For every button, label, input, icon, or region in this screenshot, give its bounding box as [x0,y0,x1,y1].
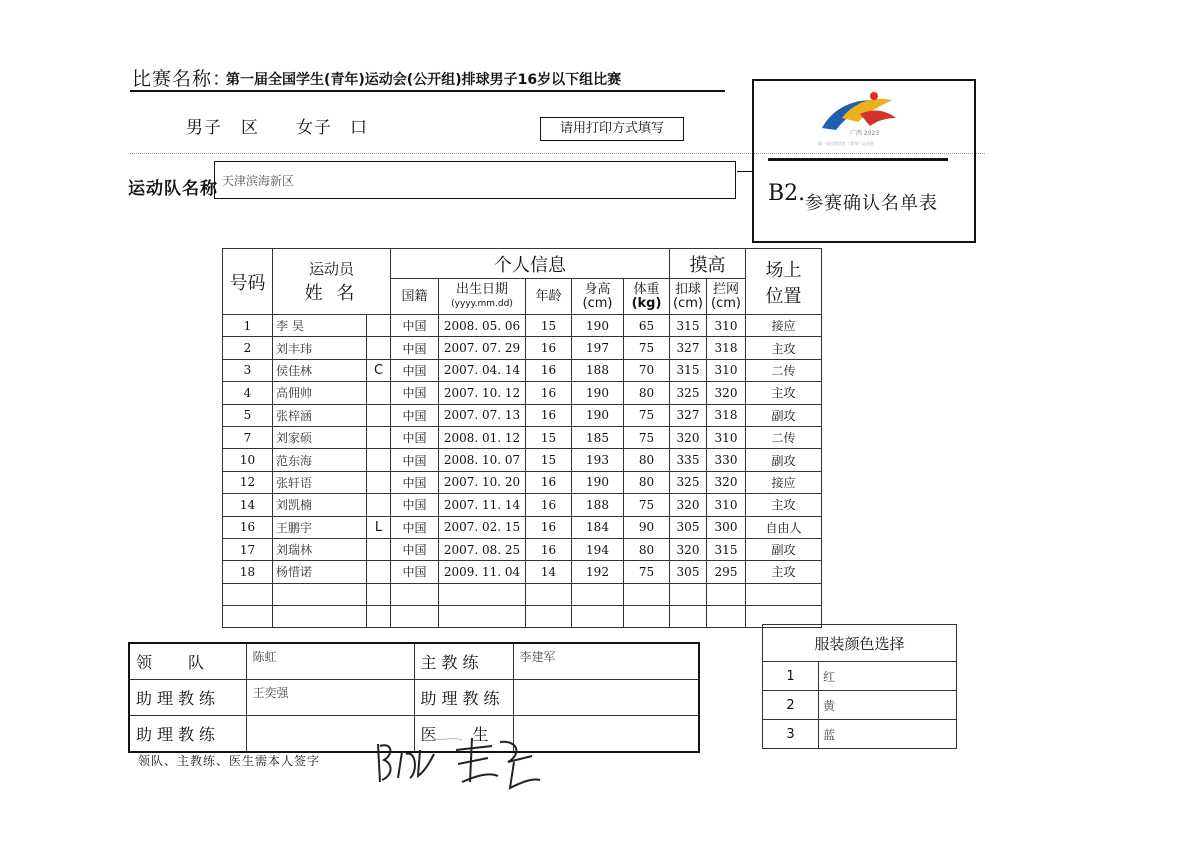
player-name[interactable]: 高佣帅 [273,382,367,404]
table-row [223,494,822,516]
form-id-divider [768,158,948,161]
player-block[interactable]: 320 [707,382,746,404]
player-number[interactable]: 14 [223,494,273,516]
player-birth[interactable]: 2007. 10. 20 [439,471,526,493]
player-spike[interactable]: 315 [670,315,707,337]
player-weight[interactable] [624,606,670,628]
player-spike[interactable]: 327 [670,337,707,359]
player-age[interactable]: 16 [526,471,572,493]
player-name[interactable]: 刘瑞林 [273,538,367,560]
player-number[interactable]: 2 [223,337,273,359]
player-mark[interactable] [367,471,391,493]
player-number[interactable] [223,606,273,628]
gender-female-label: 女子 [296,118,332,138]
header-height [572,279,624,315]
games-logo-icon [814,88,904,150]
header-athlete [273,249,391,315]
player-number[interactable]: 5 [223,404,273,426]
player-name[interactable]: 刘家硕 [273,426,367,448]
player-mark[interactable] [367,404,391,426]
player-spike[interactable]: 325 [670,471,707,493]
player-mark[interactable] [367,382,391,404]
gender-female-checkbox[interactable]: 口 [350,118,367,138]
staff-leader-field[interactable]: 陈虹 [246,643,414,680]
color-option-number: 2 [763,691,819,720]
player-nationality[interactable]: 中国 [391,404,439,426]
player-mark[interactable] [367,538,391,560]
player-number[interactable]: 18 [223,561,273,583]
player-mark[interactable] [367,606,391,628]
roster-table [222,248,822,628]
table-row [223,426,822,448]
player-mark[interactable] [367,583,391,605]
header-height-line2: (cm) [582,295,613,311]
header-weight-line2: (kg) [631,295,662,311]
staff-head-coach-field[interactable]: 李建军 [513,643,699,680]
staff-leader-label-b: 队 [188,653,205,672]
player-weight[interactable]: 75 [624,426,670,448]
player-block[interactable]: 320 [707,471,746,493]
header-spike-line2: (cm) [673,295,703,311]
header-birth-format: (yyyy.mm.dd) [451,298,513,309]
header-position-line2: 位置 [765,285,802,307]
player-number[interactable]: 4 [223,382,273,404]
player-position[interactable] [746,583,822,605]
player-block[interactable] [707,606,746,628]
player-spike[interactable]: 325 [670,382,707,404]
player-position[interactable]: 接应 [746,471,822,493]
player-nationality[interactable]: 中国 [391,382,439,404]
player-age[interactable]: 16 [526,538,572,560]
player-mark[interactable] [367,449,391,471]
player-weight[interactable]: 80 [624,471,670,493]
player-block[interactable]: 318 [707,404,746,426]
player-weight[interactable]: 75 [624,404,670,426]
player-block[interactable]: 310 [707,315,746,337]
player-height[interactable] [572,606,624,628]
table-row [223,359,822,381]
player-position[interactable]: 主攻 [746,494,822,516]
player-height[interactable] [572,583,624,605]
player-number[interactable]: 16 [223,516,273,538]
staff-asst3-label: 助理教练 [414,680,513,716]
player-nationality[interactable]: 中国 [391,449,439,471]
player-birth[interactable] [439,606,526,628]
player-name[interactable]: 张梓涵 [273,404,367,426]
header-block [707,279,746,315]
player-nationality[interactable] [391,583,439,605]
player-mark[interactable] [367,494,391,516]
player-nationality[interactable]: 中国 [391,561,439,583]
svg-text:广西 2023: 广西 2023 [850,130,880,137]
player-weight[interactable]: 75 [624,494,670,516]
signature-instruction: 领队、主教练、医生需本人签字 [138,754,321,768]
uniform-color-table [762,624,957,749]
color-option-number: 3 [763,720,819,749]
player-height[interactable]: 188 [572,359,624,381]
player-height[interactable]: 194 [572,538,624,560]
player-age[interactable]: 16 [526,382,572,404]
player-weight[interactable]: 75 [624,337,670,359]
signature-icon [372,732,562,792]
player-birth[interactable] [439,583,526,605]
player-birth[interactable]: 2007. 07. 13 [439,404,526,426]
header-weight [624,279,670,315]
player-spike[interactable]: 320 [670,538,707,560]
player-position[interactable]: 主攻 [746,561,822,583]
staff-doctor-label-a: 医 [420,725,437,744]
player-number[interactable]: 1 [223,315,273,337]
player-height[interactable]: 190 [572,382,624,404]
player-weight[interactable]: 80 [624,382,670,404]
table-row [223,315,822,337]
staff-doctor-label-b: 生 [472,725,489,744]
player-height[interactable]: 190 [572,404,624,426]
player-block[interactable]: 318 [707,337,746,359]
player-block[interactable]: 295 [707,561,746,583]
player-birth[interactable]: 2007. 02. 15 [439,516,526,538]
form-id: B2. [768,181,806,206]
player-spike[interactable]: 320 [670,426,707,448]
uniform-color-title: 服装颜色选择 [763,625,957,662]
player-birth[interactable]: 2009. 11. 04 [439,561,526,583]
player-weight[interactable]: 75 [624,561,670,583]
table-row [223,404,822,426]
player-height[interactable]: 185 [572,426,624,448]
player-height[interactable]: 184 [572,516,624,538]
player-age[interactable]: 16 [526,404,572,426]
player-age[interactable]: 15 [526,449,572,471]
header-block-line1: 拦网 [712,281,739,297]
player-position[interactable]: 二传 [746,426,822,448]
header-nationality: 国籍 [391,279,439,315]
header-position [746,249,822,315]
header-height-line1: 身高 [584,281,611,297]
gender-male-checkbox[interactable]: 区 [241,118,258,138]
staff-asst1-field[interactable]: 王奕强 [246,680,414,716]
player-age[interactable]: 15 [526,426,572,448]
player-position[interactable]: 自由人 [746,516,822,538]
player-position[interactable]: 主攻 [746,382,822,404]
player-position[interactable]: 接应 [746,315,822,337]
player-block[interactable]: 315 [707,538,746,560]
match-name-label: 比赛名称： [132,68,233,90]
player-spike[interactable]: 327 [670,404,707,426]
color-option-value[interactable]: 红 [819,662,957,691]
player-name[interactable]: 侯佳林 [273,359,367,381]
table-row [223,382,822,404]
player-birth[interactable]: 2007. 11. 14 [439,494,526,516]
player-name[interactable]: 李 昊 [273,315,367,337]
header-number: 号码 [223,249,273,315]
player-spike[interactable]: 305 [670,561,707,583]
player-number[interactable]: 12 [223,471,273,493]
player-birth[interactable]: 2008. 01. 12 [439,426,526,448]
player-birth[interactable]: 2007. 08. 25 [439,538,526,560]
player-block[interactable]: 330 [707,449,746,471]
header-spike [670,279,707,315]
player-weight[interactable]: 90 [624,516,670,538]
table-row [223,516,822,538]
player-spike[interactable]: 335 [670,449,707,471]
player-weight[interactable] [624,583,670,605]
form-title: 参赛确认名单表 [805,193,938,214]
header-weight-line1: 体重 [633,281,660,297]
header-spike-line1: 扣球 [674,281,701,297]
staff-asst1-label: 助理教练 [129,680,246,716]
header-position-line1: 场上 [765,259,802,281]
player-height[interactable]: 190 [572,315,624,337]
header-age: 年龄 [526,279,572,315]
player-mark[interactable] [367,561,391,583]
player-nationality[interactable]: 中国 [391,337,439,359]
player-spike[interactable]: 315 [670,359,707,381]
player-height[interactable]: 190 [572,471,624,493]
player-birth[interactable]: 2008. 10. 07 [439,449,526,471]
player-mark[interactable]: C [367,359,391,381]
staff-leader-label [129,643,246,680]
header-birth-line1: 出生日期 [455,281,508,297]
header-block-line2: (cm) [711,295,741,311]
staff-asst2-label: 助理教练 [129,716,246,753]
player-mark[interactable] [367,337,391,359]
team-name-value: 天津滨海新区 [222,174,295,188]
header-athlete-line1: 运动员 [308,260,354,278]
player-weight[interactable]: 65 [624,315,670,337]
svg-text:第一届全国学生（青年）运动会: 第一届全国学生（青年）运动会 [818,141,874,146]
color-option-value[interactable]: 黄 [819,691,957,720]
player-birth[interactable]: 2008. 05. 06 [439,315,526,337]
player-block[interactable]: 300 [707,516,746,538]
player-nationality[interactable]: 中国 [391,516,439,538]
player-mark[interactable]: L [367,516,391,538]
color-option-number: 1 [763,662,819,691]
player-birth[interactable]: 2007. 10. 12 [439,382,526,404]
player-number[interactable]: 3 [223,359,273,381]
player-mark[interactable] [367,315,391,337]
table-row [223,471,822,493]
header-birth [439,279,526,315]
player-block[interactable] [707,583,746,605]
player-age[interactable]: 16 [526,337,572,359]
player-position[interactable]: 副攻 [746,538,822,560]
player-position[interactable]: 副攻 [746,449,822,471]
player-name[interactable]: 张轩语 [273,471,367,493]
player-nationality[interactable]: 中国 [391,538,439,560]
player-nationality[interactable]: 中国 [391,315,439,337]
player-mark[interactable] [367,426,391,448]
player-position[interactable]: 主攻 [746,337,822,359]
gender-male-label: 男子 [186,118,222,138]
table-row [223,583,822,605]
team-name-label: 运动队名称 [128,179,218,199]
staff-head-coach-label: 主教练 [414,643,513,680]
table-row [223,538,822,560]
match-name-value: 第一届全国学生(青年)运动会(公开组)排球男子16岁以下组比赛 [226,72,622,88]
player-spike[interactable]: 305 [670,516,707,538]
table-row [223,337,822,359]
player-number[interactable]: 10 [223,449,273,471]
player-age[interactable]: 15 [526,315,572,337]
player-block[interactable]: 310 [707,426,746,448]
player-name[interactable]: 刘丰玮 [273,337,367,359]
roster-body [223,315,822,628]
games-logo [814,88,904,154]
staff-asst3-field[interactable] [513,680,699,716]
staff-leader-label-a: 领 [136,653,153,672]
player-name[interactable]: 杨惜诺 [273,561,367,583]
player-birth[interactable]: 2007. 04. 14 [439,359,526,381]
player-birth[interactable]: 2007. 07. 29 [439,337,526,359]
player-age[interactable]: 16 [526,516,572,538]
player-nationality[interactable] [391,606,439,628]
player-position[interactable]: 副攻 [746,404,822,426]
player-age[interactable] [526,583,572,605]
player-name[interactable]: 刘凯楠 [273,494,367,516]
table-row [223,561,822,583]
player-block[interactable]: 310 [707,359,746,381]
table-row [223,449,822,471]
player-position[interactable]: 二传 [746,359,822,381]
player-age[interactable]: 16 [526,359,572,381]
player-height[interactable]: 193 [572,449,624,471]
player-age[interactable] [526,606,572,628]
player-name[interactable]: 范东海 [273,449,367,471]
player-age[interactable]: 14 [526,561,572,583]
player-number[interactable] [223,583,273,605]
player-spike[interactable] [670,583,707,605]
player-weight[interactable]: 80 [624,538,670,560]
player-height[interactable]: 192 [572,561,624,583]
player-height[interactable]: 197 [572,337,624,359]
header-athlete-line2: 姓 名 [304,283,359,304]
player-nationality[interactable]: 中国 [391,494,439,516]
player-spike[interactable]: 320 [670,494,707,516]
player-name[interactable] [273,606,367,628]
player-number[interactable]: 7 [223,426,273,448]
handwritten-signature [372,732,562,796]
player-number[interactable]: 17 [223,538,273,560]
player-spike[interactable] [670,606,707,628]
color-option-value[interactable]: 蓝 [819,720,957,749]
player-name[interactable] [273,583,367,605]
player-height[interactable]: 188 [572,494,624,516]
player-name[interactable]: 王鹏宇 [273,516,367,538]
player-nationality[interactable]: 中国 [391,471,439,493]
table-row [223,606,822,628]
print-instruction-box: 请用打印方式填写 [540,117,684,141]
header-reach: 摸高 [670,249,746,279]
player-nationality[interactable]: 中国 [391,426,439,448]
header-personal-info: 个人信息 [391,249,670,279]
player-weight[interactable]: 70 [624,359,670,381]
player-age[interactable]: 16 [526,494,572,516]
player-weight[interactable]: 80 [624,449,670,471]
player-nationality[interactable]: 中国 [391,359,439,381]
player-block[interactable]: 310 [707,494,746,516]
